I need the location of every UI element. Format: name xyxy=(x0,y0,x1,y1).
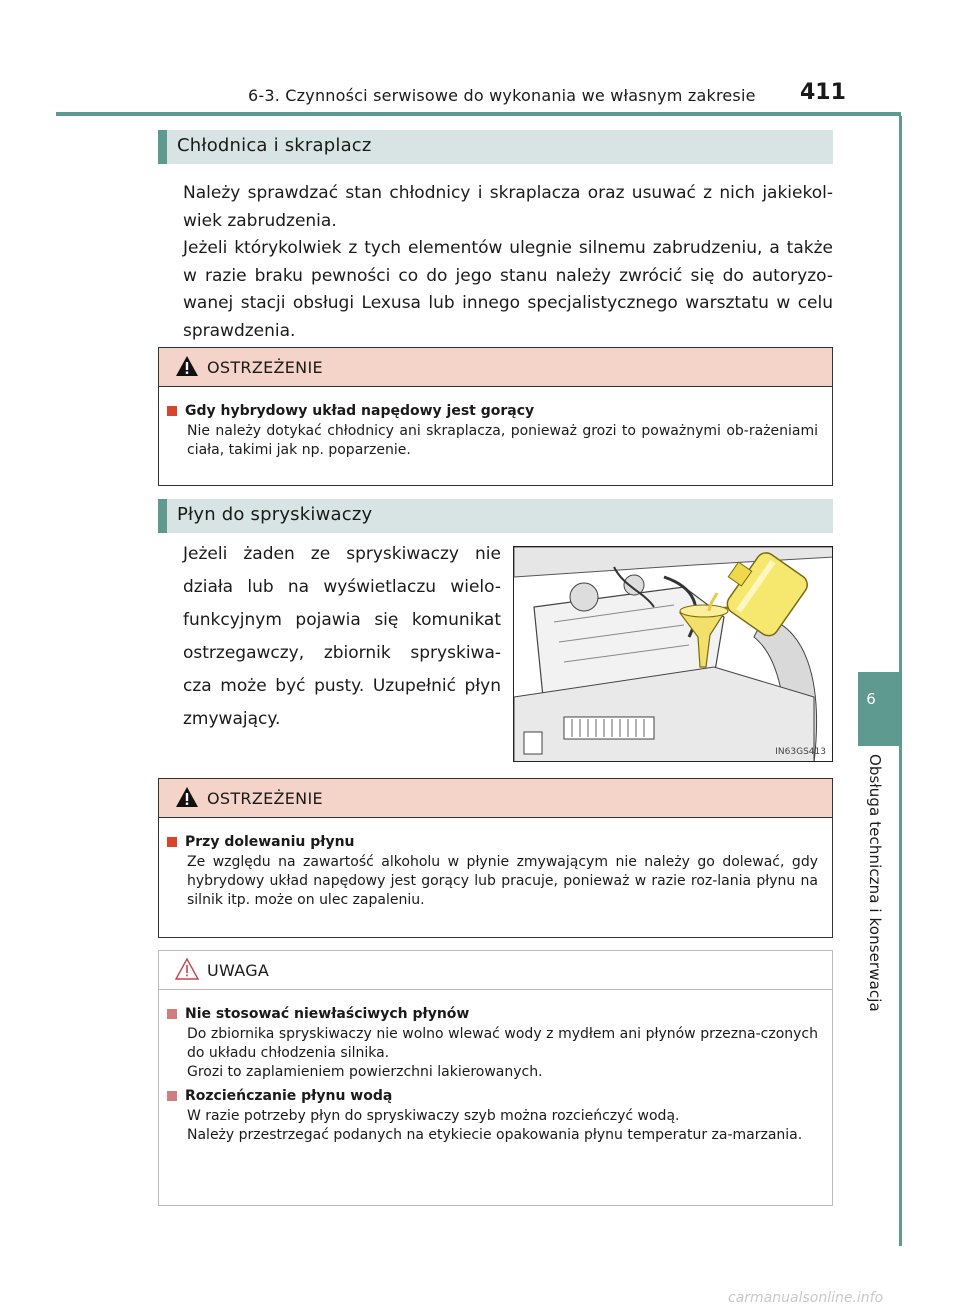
section-heading-radiator xyxy=(158,130,833,164)
caution-item-heading xyxy=(159,1088,832,1104)
warning-item-text: Nie należy dotykać chłodnicy ani skraplacza, ponieważ grozi to poważnymi ob-rażeniami ciała, takimi jak np. poparzenie. xyxy=(187,423,818,458)
section-heading-text: Chłodnica i skraplacz xyxy=(177,135,372,156)
chapter-title: Obsługa techniczna i konserwacja xyxy=(866,754,884,1012)
item-heading-text: Gdy hybrydowy układ napędowy jest gorący xyxy=(185,403,535,419)
caution-item-text: W razie potrzeby płyn do spryskiwaczy szyb można rozcieńczyć wodą. xyxy=(187,1108,680,1124)
warning-header xyxy=(159,779,832,818)
caution-title: UWAGA xyxy=(207,961,270,980)
paragraph: Jeżeli którykolwiek z tych elementów ulegnie silnemu zabrudzeniu, a także w razie braku pewności co do jego stanu należy zwrócić się do autoryzo-wanej stacji obsługi Lexusa lub innego specjalistycznego warsztatu w celu sprawdzenia. xyxy=(183,238,833,341)
bullet-square-icon xyxy=(167,406,177,416)
engine-bay-illustration xyxy=(513,546,833,762)
warning-item-text: Ze względu na zawartość alkoholu w płynie zmywającym nie należy go dolewać, gdy hybrydowy układ napędowy jest gorący lub pracuje, ponieważ w razie roz-lania płynu na silnik itp. może on ulec zapaleniu. xyxy=(187,854,818,908)
paragraph: Należy sprawdzać stan chłodnicy i skraplacza oraz usuwać z nich jakiekol-wiek zabrudzenia. xyxy=(183,183,833,231)
item-heading-text: Przy dolewaniu płynu xyxy=(185,834,355,850)
header-rule xyxy=(56,112,901,116)
section-heading-washer-fluid xyxy=(158,499,833,533)
warning-item-heading xyxy=(159,834,832,850)
warning-triangle-icon xyxy=(175,354,199,378)
bullet-square-icon xyxy=(167,1009,177,1019)
warning-title: OSTRZEŻENIE xyxy=(207,358,323,377)
chapter-tab xyxy=(858,672,902,746)
bullet-square-icon xyxy=(167,837,177,847)
page-number: 411 xyxy=(800,80,846,105)
warning-title: OSTRZEŻENIE xyxy=(207,789,323,808)
caution-item-text: Grozi to zaplamieniem powierzchni lakierowanych. xyxy=(187,1064,543,1080)
caution-item-heading xyxy=(159,1006,832,1022)
running-header-title: 6-3. Czynności serwisowe do wykonania we własnym zakresie xyxy=(248,86,756,105)
caution-triangle-icon xyxy=(175,957,199,981)
warning-header xyxy=(159,348,832,387)
caution-box xyxy=(158,950,833,1206)
item-heading-text: Rozcieńczanie płynu wodą xyxy=(185,1088,393,1104)
warning-box xyxy=(158,778,833,938)
warning-item-heading xyxy=(159,403,832,419)
section1-body xyxy=(183,180,833,345)
chapter-number: 6 xyxy=(866,690,876,708)
bullet-square-icon xyxy=(167,1091,177,1101)
item-heading-text: Nie stosować niewłaściwych płynów xyxy=(185,1006,470,1022)
image-code: IN63GS413 xyxy=(775,747,826,757)
warning-box xyxy=(158,347,833,486)
section2-body: Jeżeli żaden ze spryskiwaczy nie działa lub na wyświetlaczu wielo-funkcyjnym pojawia się komunikat ostrzegawczy, zbiornik spryskiwa-cza może być pusty. Uzupełnić płyn zmywający. xyxy=(183,544,501,729)
caution-header xyxy=(159,951,832,990)
watermark: carmanualsonline.info xyxy=(728,1290,884,1306)
section-heading-text: Płyn do spryskiwaczy xyxy=(177,504,373,525)
caution-item-text: Należy przestrzegać podanych na etykiecie opakowania płynu temperatur za-marzania. xyxy=(187,1127,803,1143)
warning-triangle-icon xyxy=(175,785,199,809)
caution-item-text: Do zbiornika spryskiwaczy nie wolno wlewać wody z mydłem ani płynów przezna-czonych do układu chłodzenia silnika. xyxy=(187,1026,818,1061)
washer-fluid-fill-illustration xyxy=(514,547,833,762)
